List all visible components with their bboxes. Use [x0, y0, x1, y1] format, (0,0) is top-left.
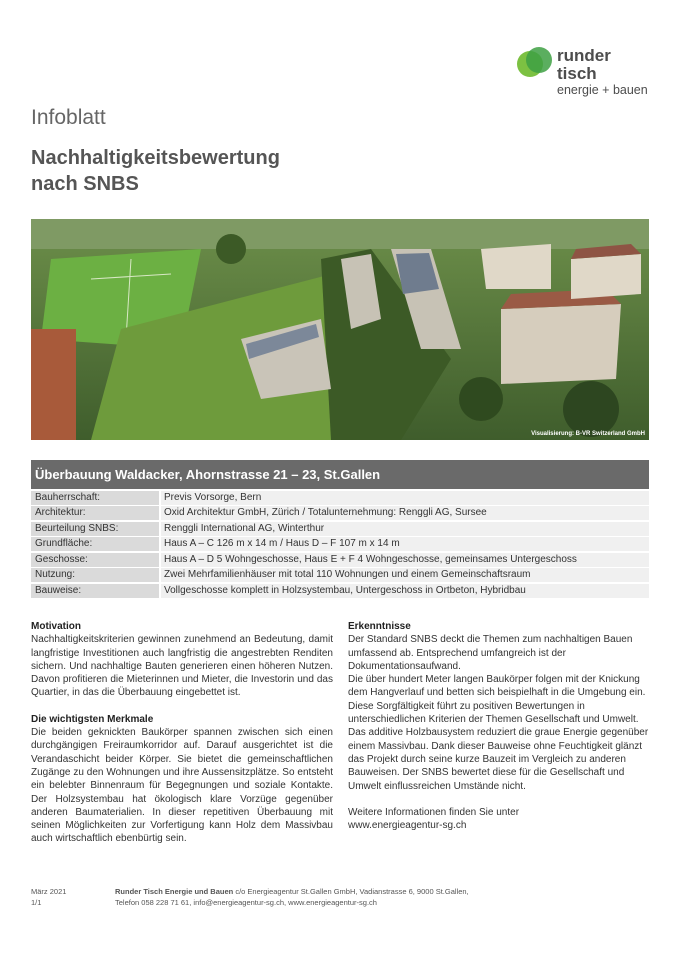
- row-value: Haus A – C 126 m x 14 m / Haus D – F 107 m x 14 m: [161, 537, 649, 551]
- row-value: Haus A – D 5 Wohngeschosse, Haus E + F 4 Wohngeschosse, gemeinsames Untergeschoss: [161, 553, 649, 567]
- project-heading: Überbauung Waldacker, Ahornstrasse 21 – 23, St.Gallen: [31, 460, 649, 489]
- footer-contact: [115, 886, 635, 908]
- footer-page: 1/1: [31, 898, 42, 907]
- row-value: Zwei Mehrfamilienhäuser mit total 110 Wohnungen und einem Gemeinschaftsraum: [161, 568, 649, 582]
- row-value: Vollgeschosse komplett in Holzsystembau, Untergeschoss in Ortbeton, Hybridbau: [161, 584, 649, 598]
- features-heading: Die wichtigsten Merkmale: [31, 713, 154, 725]
- row-value: Oxid Architektur GmbH, Zürich / Totalunternehmung: Renggli AG, Sursee: [161, 506, 649, 520]
- logo-text-energie-bauen: energie + bauen: [557, 83, 648, 97]
- aerial-view-illustration: [31, 219, 649, 440]
- motivation-text: Nachhaltigkeitskriterien gewinnen zunehmend an Bedeutung, damit langfristige Investitionen auch langfristig die angestrebten Renditen sichern. Und nachhaltige Bauten generieren einen höheren Nutzen. Davon profitieren die Mieterinnen und Mieter, die Investorin und das Quartier, in das die Überbauung eingebettet ist.: [31, 634, 333, 699]
- footer-contact-line: Telefon 058 228 71 61, info@energieagentur-sg.ch, www.energieagentur-sg.ch: [115, 898, 377, 907]
- logo: [516, 43, 666, 103]
- website-link[interactable]: www.energieagentur-sg.ch: [348, 820, 467, 832]
- row-key: Beurteilung SNBS:: [31, 522, 159, 536]
- logo-text-runder: runder: [557, 46, 611, 65]
- footer-meta: [31, 886, 111, 908]
- footer-date: März 2021: [31, 887, 67, 896]
- image-credit: Visualisierung: B-VR Switzerland GmbH: [531, 431, 645, 437]
- project-visualization-image: [31, 219, 649, 440]
- table-row: [31, 537, 649, 551]
- table-row: [31, 568, 649, 582]
- logo-text-tisch: tisch: [557, 64, 597, 83]
- motivation-heading: Motivation: [31, 621, 81, 632]
- right-column: [348, 620, 650, 832]
- left-column: [31, 620, 333, 859]
- findings-paragraph-3: Das additive Holzbausystem reduziert die graue Energie gegenüber einem Massivbau. Dank dieser Bauweise ohne Feuchtigkeit glänzt das Projekt durch seine kurze Bauzeit im Vergleich zu anderen Bauweisen. Der SNBS bewertet diese für die Gesellschaft und Umwelt einflussreichen Umstände nicht.: [348, 727, 649, 792]
- logo-circles-icon: [516, 44, 554, 82]
- row-value: Previs Vorsorge, Bern: [161, 491, 649, 505]
- features-text: Die beiden geknickten Baukörper spannen zwischen sich einen durchgängigen Freiraumkorridor auf. Darauf ausgerichtet ist die Verandaschicht beider Körper. Sie bietet die gemeinschaftlichen Zugänge zu den Wohnungen und ihre Aussensitzplätze. So entsteht ein belebter Binnenraum für Begegnungen und soziale Kontakte. Der Holzsystembau hat ökologisch klare Vorzüge gegenüber anderen Baumaterialien. In dieser repetitiven Überbauung mit seinen Möglichkeiten zur Vorfertigung kann Holz dem Massivbau auch wirtschaftlich ebenbürtig sein.: [31, 727, 333, 845]
- row-key: Geschosse:: [31, 553, 159, 567]
- page-title: [31, 145, 431, 197]
- row-key: Grundfläche:: [31, 537, 159, 551]
- table-row: [31, 506, 649, 520]
- findings-paragraph-2: Die über hundert Meter langen Baukörper folgen mit der Knickung dem Hangverlauf und betten sich beispielhaft in die Umgebung ein. Diese Sorgfältigkeit führt zu positiven Bewertungen in unterschiedlichen Kriterien der Themen Gesellschaft und Umwelt.: [348, 674, 646, 726]
- findings-paragraph-1: Der Standard SNBS deckt die Themen zum nachhaltigen Bauen umfassend ab. Entsprechend umfangreich ist der Dokumentationsaufwand.: [348, 634, 633, 672]
- table-row: [31, 584, 649, 598]
- title-line-1: Nachhaltigkeitsbewertung: [31, 147, 280, 169]
- row-key: Bauherrschaft:: [31, 491, 159, 505]
- table-row: [31, 491, 649, 505]
- row-key: Bauweise:: [31, 584, 159, 598]
- title-line-2: nach SNBS: [31, 173, 139, 195]
- table-row: [31, 553, 649, 567]
- findings-heading: Erkenntnisse: [348, 621, 411, 632]
- table-row: [31, 522, 649, 536]
- row-key: Nutzung:: [31, 568, 159, 582]
- footer-org: Runder Tisch Energie und Bauen: [115, 887, 234, 896]
- document-type: Infoblatt: [31, 106, 106, 129]
- project-table: [31, 460, 649, 598]
- row-value: Renggli International AG, Winterthur: [161, 522, 649, 536]
- row-key: Architektur:: [31, 506, 159, 520]
- footer-address: c/o Energieagentur St.Gallen GmbH, Vadianstrasse 6, 9000 St.Gallen,: [235, 887, 469, 896]
- more-info-text: Weitere Informationen finden Sie unter: [348, 806, 520, 818]
